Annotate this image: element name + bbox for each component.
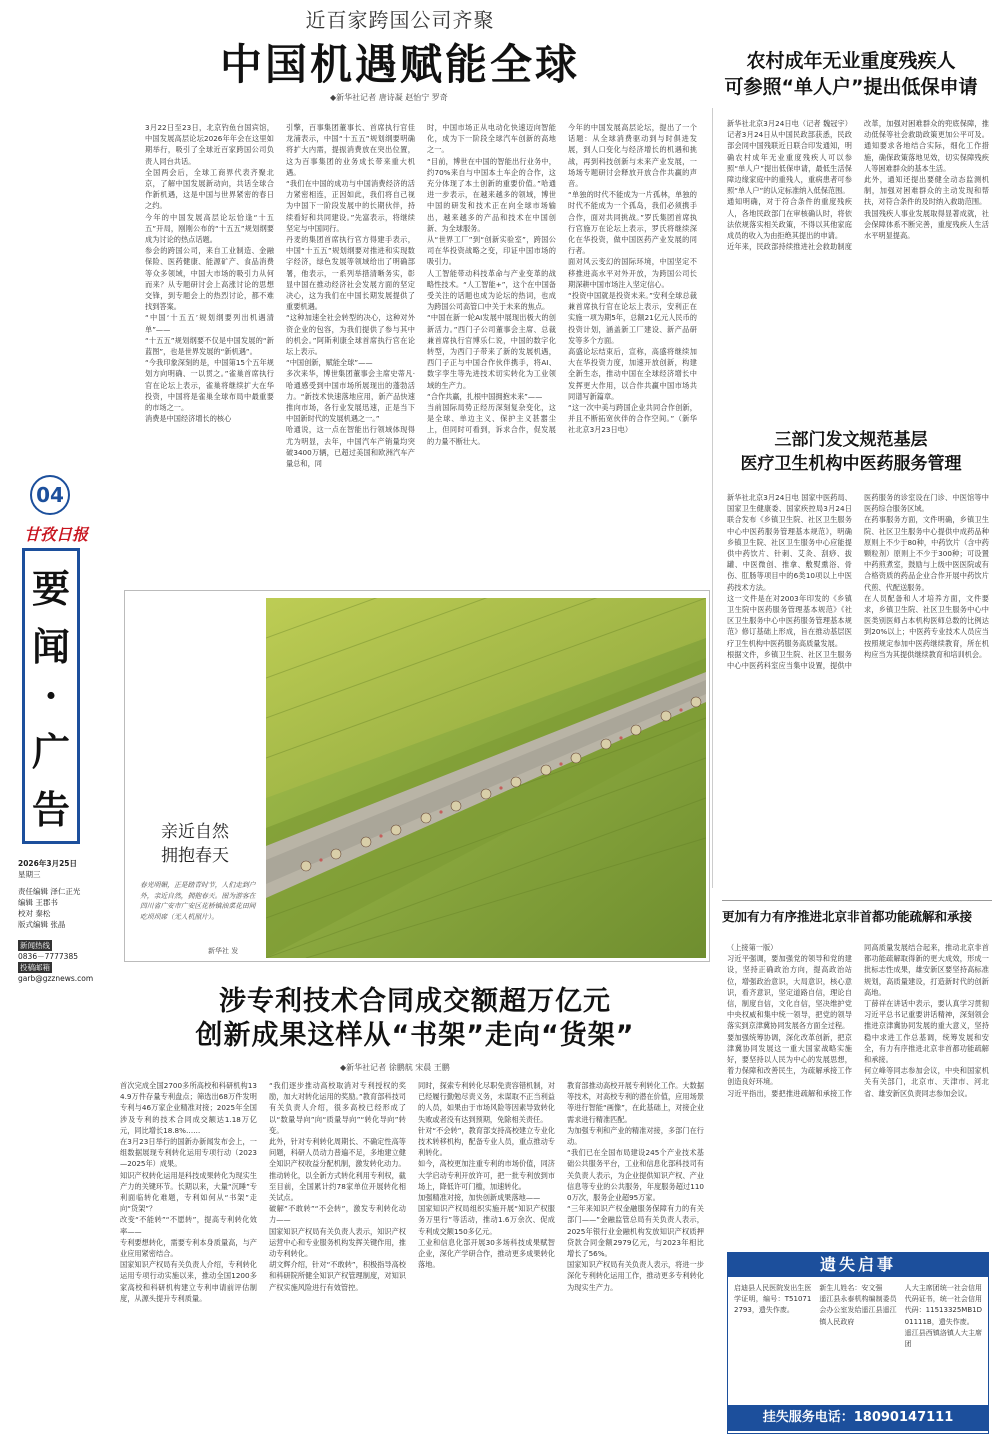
contact-email: garb@gzznews.com (18, 974, 94, 983)
top-col-2: 引擎，百事集团董事长、首席执行官佳龙浦表示，中国“十五五”规划纲要明确将扩大内需，提振消费放在突出位置，这为百事集团的业务成长带来重大机遇。 “我们在中国的成功与中国消费经济的活力紧密相连，正因如此，我们将自己视为中国下一阶段发展中的长期伙伴，持续看好和共同建设。”先富表示，将继续坚定与中国同行。 丹麦的集团首席执行官方得建手表示，中国“十五五”规划纲要对推进和实现数字经济，绿色发展等领域给出了明确部署，他表示，一系列举措清晰务实，彰显中国在推动经济社会发展方面的坚定决心，这为我们在中国长期发展提供了重要机遇。 “这种加速全社会转型的决心，这种对外资企业的包容，为我们提供了参与其中的机会。”阿斯利康全球首席执行官在论坛上表示。 “中国创新，赋能全球”—— 多次来华，博世集团董事会主席史蒂凡·哈通感受到中国市场所展现出的蓬勃活力。“新技术快速落地应用，新产品快速推向市场，各行业发展迅速，正是当下中国新时代的发展机遇之一。” 哈通说，这一点在智能出行领域体现得尤为明显，去年，中国汽车产销量均突破3400万辆，已超过美国和欧洲汽车产量总和，同 (286, 123, 415, 469)
issue-weekday: 星期三 (18, 870, 41, 879)
section-char-3: · (44, 673, 58, 719)
top-kicker: 近百家跨国公司齐聚 (305, 8, 495, 32)
divider (722, 900, 992, 901)
editor-3: 校对 秦松 (18, 909, 51, 918)
right-top-headline-l1: 农村成年无业重度残疾人 (746, 50, 956, 72)
bottom-col-3: 同时，探索专利转化尽职免责容错机制，对已经履行勤勉尽责义务，未谋取不正当利益的人员，如果由于市场风险等因素导致转化失败或者没有达到预期，免除相关责任。 针对“不会转”，教育部支持高校建立专业化技术转移机构，配备专业人员，重点推动专利转化。 如今，高校更加注重专利的市场价值，同济大学启动专利开放许可，把一批专利放到市场上，降低许可门槛，加速转化。 加强精准对接，加快创新成果落地—— 国家知识产权局组织实施开展“知识产权服务万里行”等活动，推动1.6万余次、促成专利成交额150多亿元。 工业和信息化部开展30多场科技成果赋智企业，深化产学研合作，推动更多成果转化落地。 (418, 1081, 555, 1270)
column-rule (712, 108, 713, 888)
photo-credit: 新华社 发 (208, 947, 239, 955)
top-col-3: 时，中国市场正从电动化快速迈向智能化，成为下一阶段全球汽车创新的高地之一。 “目前，博世在中国的智能出行业务中，约70%来自与中国本土车企的合作，这充分体现了本土创新的重要价值。”哈通进一步表示，在越来越多的领域，博世中国的研发和技术正在向全球市场输出，越来越多的产品和技术在中国创新、为全球服务。 从“世界工厂”到“创新实验室”，跨国公司在华投资战略之变，印证中国市场的吸引力。 人工智能带动科技革命与产业变革的战略性技术。“人工智能+”，这个在中国备受关注的话题也成为论坛的热词，也成为跨国公司高管口中关于未来的焦点。 “中国在新一轮AI发展中展现出极大的创新活力。”西门子公司董事会主席、总裁兼首席执行官博乐仁说，中国的数字化转型，为西门子带来了新的发展机遇，西门子正与中国合作伙伴携手，将AI、数字孪生等先进技术切实转化为工业领域的生产力。 “合作共赢，扎根中国拥抱未来”—— 当前国际局势正经历深刻复杂变化，这是全球、单边主义、保护主义甚嚣尘上，但同时可看到，诉求合作，促发展的力量不断壮大。 (427, 123, 556, 446)
classifieds-box (727, 1252, 989, 1434)
right-top-headline-l2: 可参照“单人户”提出低保申请 (724, 76, 978, 98)
classifieds-hotline: 挂失服务电话：18090147111 (728, 1405, 988, 1431)
classifieds-items (728, 1277, 988, 1405)
right-mid-body (727, 492, 989, 882)
contact-phone: 0836－7777385 (18, 952, 78, 961)
photo-rapeseed-field (266, 598, 706, 958)
top-byline: ◆新华社记者 唐诗凝 赵怡宁 罗奇 (330, 93, 448, 102)
right-mid-headline (712, 428, 990, 476)
page-number: 04 (30, 475, 70, 515)
paper-name-logo: 甘孜日报 (23, 525, 88, 544)
editor-1: 责任编辑 泽仁正光 (18, 887, 81, 896)
right-mid-headline-l2: 医疗卫生机构中医药服务管理 (740, 454, 962, 474)
bottom-col-2: “我们逐步推动高校取消对专利授权的奖励，加大对转化运用的奖励。”教育部科技司有关负责人介绍，很多高校已经形成了以“数量导向”向“质量导向”“转化导向”转变。 此外，针对专利转化周期长、不确定性高等问题，科研人员动力普遍不足，多地建立健全知识产权收益分配机制，激发转化动力。 推动转化，以全新方式转化利用专利权，截至目前，全国累计约78家单位开展转化相关试点。 破解“不敢转”“不会转”，激发专利转化动力—— 国家知识产权局有关负责人表示，知识产权运营中心和专业服务机构发挥关键作用，推动专利转化。 胡文辉介绍，针对“不敢转”，积极指导高校和科研院所健全知识产权管理制度，对知识产权实施风险进行有效管控。 (269, 1081, 406, 1292)
bottom-headline-l2: 创新成果这样从“书架”走向“货架” (195, 1020, 635, 1051)
bottom-col-1: 首次完成全国2700多所高校和科研机构134.9万件存量专利盘点；筛选出68万件发明专利与46万家企业精准对接；2025年全国涉及专利的技术合同成交额达1.18万亿元，同比增长18.8%…… 在3月23日举行的国新办新闻发布会上，一组数据展现专利转化运用专项行动（2023—2025年）成果。 知识产权转化运用是科技成果转化为现实生产力的关键环节。长期以来，大量“沉睡”专利面临转化难题，专利如何从“书架”走向“货架”？ 改变“不能转”“不愿转”，提高专利转化效率—— 专利要想转化，需要专利本身质量高，与产业应用紧密结合。 国家知识产权局有关负责人介绍，专利转化运用专项行动实施以来，推动全国1200多家高校和科研机构建立专利申请前评估制度，从源头提升专利质量。 (120, 1081, 257, 1303)
masthead-info (18, 858, 118, 984)
classified-item-3: 人大主席团统一社会信用代码证书，统一社会信用代码：11513325MB1D01111B，遗失作废。 遥江县西镇洛镇人大主席团 (904, 1284, 982, 1349)
right-bottom-text: （上接第一版） 习近平强调，要加强党的领导和党的建设，坚持正确政治方向，提高政治站位，增强政治意识，大局意识，核心意识，看齐意识，坚定道路自信，理论自信，制度自信，文化自信，坚决维护党中央权威和集中统一领导，把党的领导落实到京津冀协同发展各方面全过程。 要加强统筹协调，深化改革创新，把京津冀协同发展这一重大国家战略实施好，要坚持以人民为中心的发展思想，着力保障和改善民生，为疏解承接工作创造良好环境。 习近平指出，要把推进疏解和承接工作同高质量发展结合起来，推动北京非首都功能疏解取得新的更大成效，形成一批标志性成果，雄安新区要坚持高标准规划，高质量建设，打造新时代的创新高地。 丁薛祥在讲话中表示，要认真学习贯彻习近平总书记重要讲话精神，深刻领会推进京津冀协同发展的重大意义，坚持稳中求进工作总基调，统筹发展和安全，有力有序推进北京非首都功能疏解和承接。 何立峰等同志参加会议，中央和国家机关有关部门，北京市、天津市、河北省、雄安新区负责同志参加会议。 (727, 943, 989, 1098)
editor-4: 版式编辑 张晶 (18, 920, 66, 929)
bottom-story-body (120, 1080, 704, 1432)
right-top-body (727, 118, 989, 418)
photo-caption-title (140, 820, 250, 868)
bottom-col-4: 教育部推动高校开展专利转化工作。大数据等技术，对高校专利的潜在价值，应用场景等进行智能“画像”，在此基础上，对接企业需求进行精准匹配。 为加强专利和产业的精准对接，多部门在行动。 “我们已在全国布局建设245个产业技术基础公共服务平台，工业和信息化部科技司有关负责人表示，为企业提供知识产权、产业信息等专业的公共服务，年度服务超过1100万次，服务企业超95万家。 “三年来知识产权金融服务保障有力的有关部门——”金融监管总局有关负责人表示，2025年银行业金融机构发放知识产权质押贷款合同金额2979亿元，与2023年相比增长了56%。 国家知识产权局有关负责人表示，将进一步深化专利转化运用工作，推动更多专利转化为现实生产力。 (567, 1081, 704, 1292)
top-story-body (145, 122, 697, 587)
section-label (22, 548, 80, 844)
section-char-1: 要 (31, 566, 70, 612)
classified-item-2: 新生儿姓名：安文强 遥江县永泰机构编制委员会办公室发给遥江县遥江镇人民政府 (819, 1284, 897, 1326)
right-top-text: 新华社北京3月24日电（记者 魏冠宇）记者3月24日从中国民政部获悉，民政部会同中国残联近日联合印发通知，明确农村成年无业重度残疾人可以参照“单人户”提出低保申请，最低生活保障边缘家庭中的重残人，重病患者可参照“单人户”的认定标准纳入低保范围。 通知明确，对于符合条件的重度残疾人，各地民政部门在审核确认时，将依法依规落实相关政策，不得以其他家庭成员的收入为由拒绝其提出的申请。 近年来，民政部持续推进社会救助制度改革，加强对困难群众的兜底保障，推动低保等社会救助政策更加公平可及。通知要求各地结合实际，细化工作措施，确保政策落地见效，切实保障残疾人等困难群众的基本生活。 此外，通知还提出要健全动态监测机制，加强对困难群众的主动发现和帮扶，对符合条件的及时纳入救助范围。 我国残疾人事业发展取得显著成就，社会保障体系不断完善，重度残疾人生活水平明显提高。 (727, 119, 989, 252)
classified-item-1: 启迪县人民医院发出生医学证明，编号：T510712793，遗失作废。 (734, 1284, 812, 1315)
photo-caption-title-l1: 亲近自然 (161, 822, 229, 842)
bottom-byline: ◆新华社记者 徐鹏航 宋晨 王鹏 (340, 1063, 450, 1072)
section-char-4: 广 (31, 729, 70, 775)
photo-caption: 春光明媚，正是踏青时节，人们走到户外，亲近自然，拥抱春天。图为游客在四川省广安市广安区花桥镇油菜花田间吃坝坝席（无人机照片）。 (140, 881, 256, 921)
right-mid-text: 新华社北京3月24日电 国家中医药局、国家卫生健康委、国家疾控局3月24日联合发布《乡镇卫生院、社区卫生服务中心中医药服务管理基本规范》，明确乡镇卫生院、社区卫生服务中心应能提供中药饮片、针刺、艾灸、刮痧、拔罐、中医微创、推拿、敷熨熏浴、骨伤、肛肠等项目中的6类10项以上中医药技术方法。 这一文件是在对2003年印发的《乡镇卫生院中医药服务管理基本规范》《社区卫生服务中心中医药服务管理基本规范》修订基础上形成，旨在推动基层医疗卫生机构中医药服务高质量发展。 根据文件，乡镇卫生院、社区卫生服务中心中医药科室应当集中设置，提供中医药服务的诊室设在门诊、中医馆等中医药综合服务区域。 在药事服务方面，文件明确，乡镇卫生院、社区卫生服务中心提供中成药品种原则上不少于80种，中药饮片（含中药颗粒剂）原则上不少于300种；可设置中药煎煮室，鼓励与上级中医医院或有合格资质的药品企业合作开展中药饮片代煎、代配送服务。 在人员配备和人才培养方面，文件要求，乡镇卫生院、社区卫生服务中心中医类别医师占本机构医师总数的比例达到20%以上；中医药专业技术人员应当按照规定参加中医药继续教育，所在机构应当为其提供继续教育和培训机会。 (727, 493, 989, 671)
editor-2: 编辑 王郡书 (18, 898, 58, 907)
top-headline: 中国机遇赋能全球 (219, 40, 580, 89)
right-top-headline (712, 48, 990, 100)
bottom-headline-l1: 涉专利技术合同成交额超万亿元 (219, 986, 611, 1017)
classifieds-title: 遗失启事 (728, 1253, 988, 1277)
contact-label-2: 投稿邮箱 (20, 963, 50, 972)
right-bottom-body (727, 942, 989, 1240)
issue-date: 2026年3月25日 (18, 859, 78, 868)
contact-label: 新闻热线 (20, 941, 50, 950)
top-col-1: 3月22日至23日，北京钓鱼台国宾馆，中国发展高层论坛2026年年会在这里如期举行，吸引了全球近百家跨国公司负责人同台共话。 全国两会后，全球工商界代表齐聚北京，了解中国发展新动向，共话全球合作新机遇，这是中国与世界紧密的春日之约。 今年的中国发展高层论坛恰逢“十五五”开局，刚刚公布的“十五五”规划纲要成为讨论的热点话题。 参会的跨国公司，来自工业制造、金融保险、医药健康、能源矿产、食品消费等众多领域，中国大市场的吸引力从何而来？从专题研讨会上高涨讨论的思想交锋，到专题会上的热烈讨论，都不难找到答案。 “中国‘十五五’规划纲要列出机遇清单”—— “十五五”规划纲要不仅是中国发展的“新蓝图”，也是世界发展的“新机遇”。 “今我印象深刻的是，中国第15个五年规划方向明确、一以贯之。”雀巢首席执行官在论坛上表示，雀巢将继续扩大在华投资，中国将是雀巢全球布局中最重要的市场之一。 消费是中国经济增长的核心 (145, 123, 274, 424)
photo-caption-title-l2: 拥抱春天 (161, 846, 229, 866)
right-mid-headline-l1: 三部门发文规范基层 (774, 430, 928, 450)
section-char-5: 告 (31, 786, 70, 832)
section-char-2: 闻 (31, 623, 70, 669)
right-bottom-headline: 更加有力有序推进北京非首都功能疏解和承接 (722, 909, 973, 924)
bottom-headline (120, 985, 710, 1053)
photo-illustration (266, 598, 706, 958)
top-col-4: 今年的中国发展高层论坛，提出了一个话题：从全球消费驱动到与时俱进发展，到人口变化与经济增长的机遇和挑战，再到科技创新与未来产业发展，一场场专题研讨会释放开放合作共赢的声音。 “单独的时代不能成为一片孤林，单独的时代不能成为一个孤岛，我们必须携手合作，面对共同挑战。”罗氏集团首席执行官施万在论坛上表示，罗氏将继续深化在华投资，做中国医药产业发展的同行者。 面对风云变幻的国际环境，中国坚定不移推进高水平对外开放，为跨国公司长期深耕中国市场注入坚定信心。 “投资中国就是投资未来。”安利全球总裁兼首席执行官在论坛上表示，安利正在实施一项为期5年，总额21亿元人民币的投资计划，涵盖新工厂建设、新产品研发等多个方面。 高盛论坛结束后，宣称，高盛将继续加大在华投资力度，加速开放创新，构建全新生态，推动中国在全球经济增长中发挥更大作用，以合作共赢中国市场共同谱写新篇章。 “这一次中美与跨国企业共同合作创新，并且不断拓宽伙伴的合作空间。”（新华社北京3月23日电） (568, 123, 697, 435)
